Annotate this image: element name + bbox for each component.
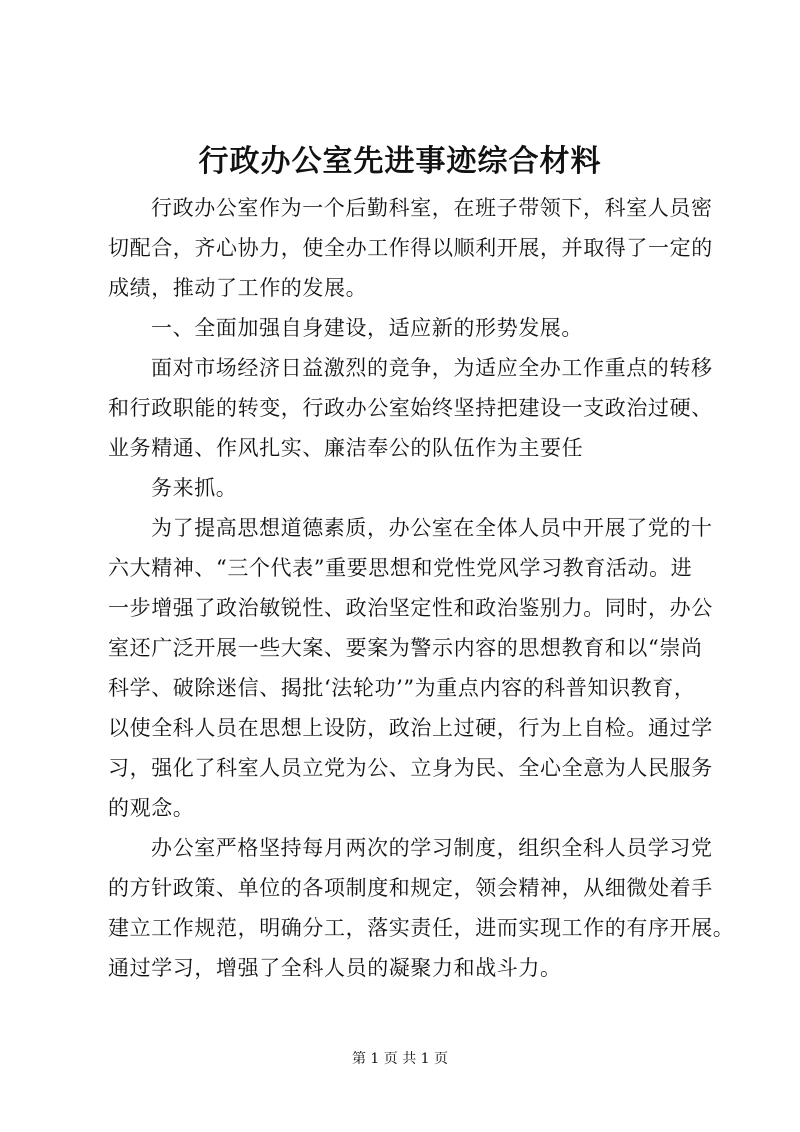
body-line: 务来抓。 (151, 476, 238, 500)
body-line: 的方针政策、单位的各项制度和规定，领会精神，从细微处着手 (108, 876, 713, 900)
body-line: 业务精通、作风扎实、廉洁奉公的队伍作为主要任 (108, 436, 584, 460)
body-line: 办公室严格坚持每月两次的学习制度，组织全科人员学习党 (151, 836, 713, 860)
section-heading: 一、全面加强自身建设，适应新的形势发展。 (151, 316, 583, 340)
body-line: 室还广泛开展一些大案、要案为警示内容的思想教育和以“崇尚 (108, 636, 703, 660)
page-footer: 第 1 页 共 1 页 (351, 1051, 449, 1067)
body-line: 和行政职能的转变，行政办公室始终坚持把建设一支政治过硬、 (108, 396, 713, 420)
body-line: 面对市场经济日益激烈的竞争，为适应全办工作重点的转移 (151, 356, 713, 380)
body-line: 六大精神、“三个代表”重要思想和党性党风学习教育活动。进 (108, 556, 693, 580)
body-line: 一步增强了政治敏锐性、政治坚定性和政治鉴别力。同时，办公 (108, 596, 713, 620)
body-line: 的观念。 (108, 796, 195, 820)
body-line: 通过学习，增强了全科人员的凝聚力和战斗力。 (108, 956, 562, 980)
body-line: 为了提高思想道德素质，办公室在全体人员中开展了党的十 (151, 516, 713, 540)
body-line: 切配合，齐心协力，使全办工作得以顺利开展，并取得了一定的 (108, 236, 713, 260)
body-line: 习，强化了科室人员立党为公、立身为民、全心全意为人民服务 (108, 756, 713, 780)
body-line: 科学、破除迷信、揭批‘法轮功’”为重点内容的科普知识教育， (108, 676, 696, 700)
body-line: 行政办公室作为一个后勤科室，在班子带领下，科室人员密 (151, 196, 713, 220)
document-title: 行政办公室先进事迹综合材料 (198, 144, 602, 179)
body-line: 以使全科人员在思想上设防，政治上过硬，行为上自检。通过学 (108, 716, 713, 740)
body-line: 成绩，推动了工作的发展。 (108, 276, 368, 300)
body-line: 建立工作规范，明确分工，落实责任，进而实现工作的有序开展。 (108, 916, 735, 940)
